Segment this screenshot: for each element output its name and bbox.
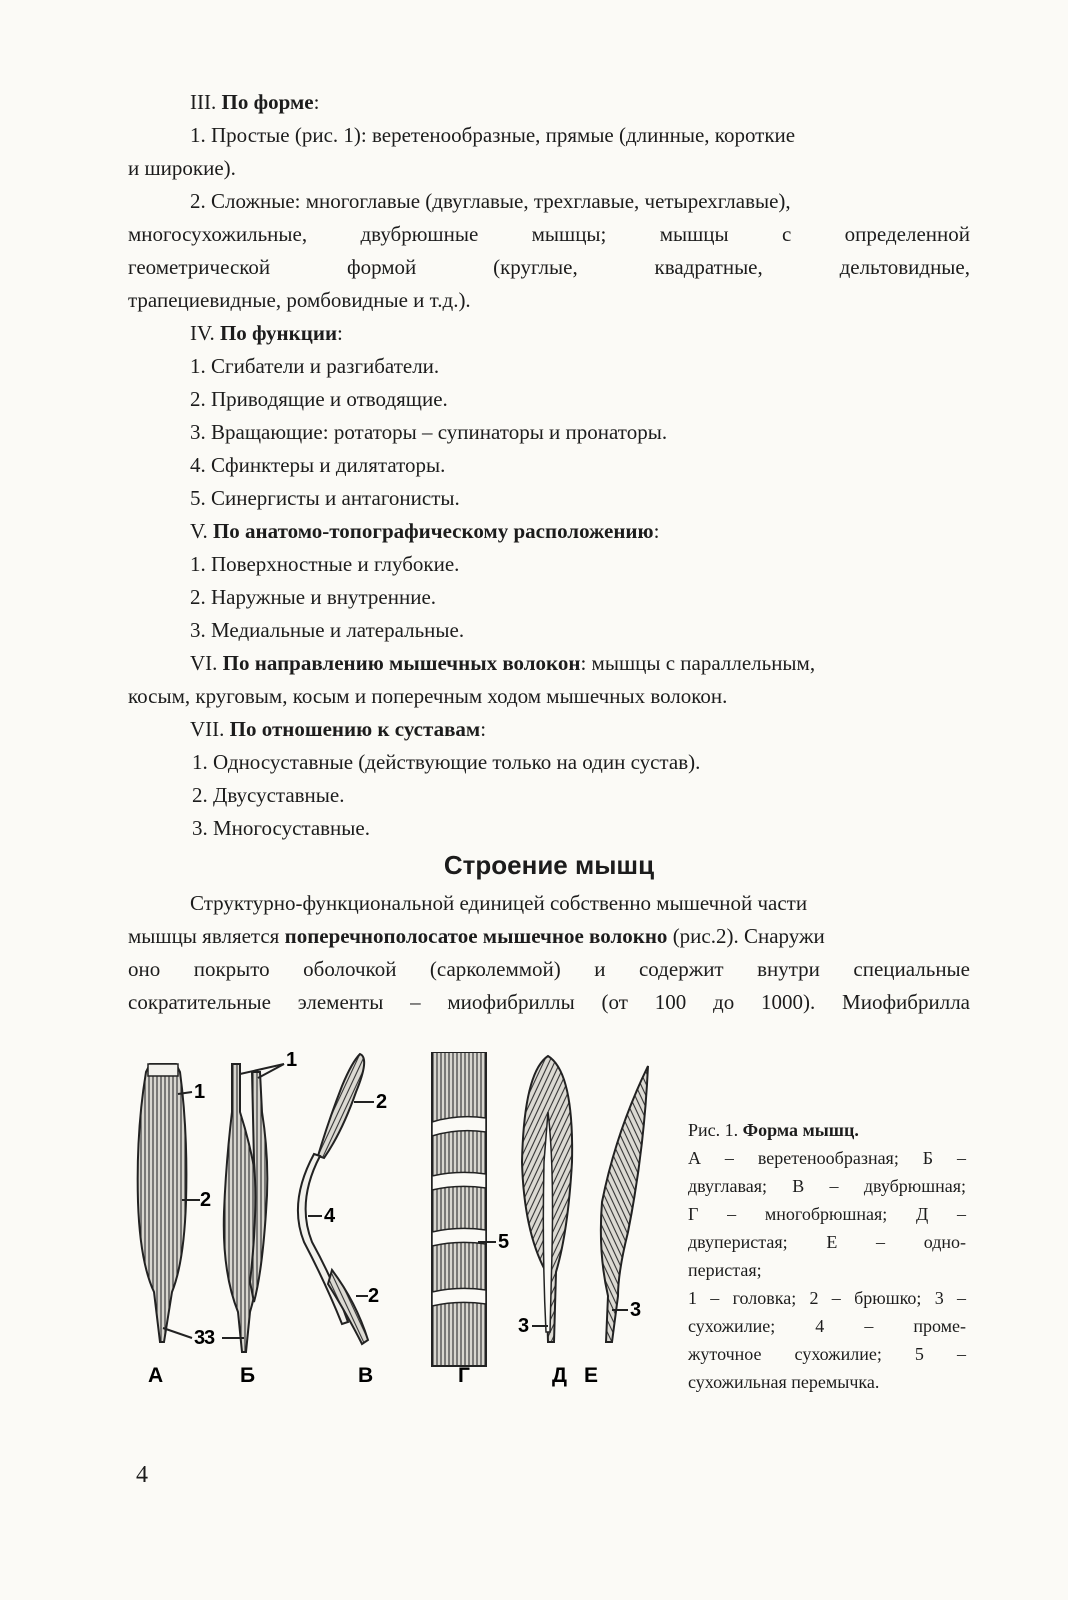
muscle-a-fusiform [138, 1064, 211, 1349]
caption-line: сухожилие; 4 – проме- [688, 1316, 966, 1336]
caption-fig-label: Рис. 1. [688, 1120, 743, 1140]
section-5-number: V. [190, 519, 208, 543]
label-num: 3 [518, 1315, 530, 1337]
section-6-text: : мышцы с параллельным, [580, 651, 816, 675]
section-4-item: 1. Сгибатели и разгибатели. [190, 354, 440, 378]
caption-line: сухожильная перемычка. [688, 1372, 880, 1392]
section-4-number: IV. [190, 321, 215, 345]
muscle-d-bipennate [518, 1056, 572, 1342]
figure-letter-d: Д [552, 1364, 567, 1387]
section-4-item: 5. Синергисты и антагонисты. [190, 486, 460, 510]
section-4-colon: : [337, 321, 343, 345]
caption-line: А – веретенообразная; Б – [688, 1148, 966, 1168]
structure-text: (рис.2). Снаружи [667, 924, 825, 948]
section-5-item: 2. Наружные и внутренние. [190, 585, 437, 609]
section-3-title: По форме [221, 90, 314, 114]
section-7-item: 2. Двусуставные. [192, 783, 345, 807]
label-num: 4 [324, 1205, 336, 1227]
section-7-item: 3. Многосуставные. [192, 816, 370, 840]
section-3-item-2-line-1: 2. Сложные: многоглавые (двуглавые, трехглавые, четырехглавые), [190, 189, 791, 213]
figure-letter-g: Г [458, 1364, 470, 1387]
section-7-heading [128, 713, 970, 746]
section-3-item-1: 1. Простые (рис. 1): веретенообразные, прямые (длинные, короткие [190, 123, 796, 147]
caption-title-row [688, 1116, 966, 1144]
label-num: 1 [286, 1052, 298, 1071]
structure-paragraph-line-3: оно покрыто оболочкой (сарколеммой) и содержит внутри специальные [128, 957, 970, 981]
label-num: 1 [194, 1081, 206, 1103]
section-3-item-2-line-3: геометрической формой (круглые, квадратные, дельтовидные, [128, 255, 970, 279]
section-3-item-2-line-2: многосухожильные, двубрюшные мышцы; мышцы с определенной [128, 222, 970, 246]
section-7-item: 1. Односуставные (действующие только на один сустав). [192, 750, 701, 774]
figure-letter-b: Б [240, 1364, 256, 1387]
section-7-number: VII. [190, 717, 225, 741]
muscle-shapes-figure [128, 1052, 688, 1412]
caption-line: Г – многобрюшная; Д – [688, 1204, 966, 1224]
section-5-title: По анатомо-топографическому расположению [212, 519, 654, 543]
section-4-title: По функции [219, 321, 338, 345]
section-4-item: 4. Сфинктеры и дилятаторы. [190, 453, 446, 477]
figure-letter-e: Е [584, 1364, 599, 1387]
structure-paragraph-line-1: Структурно-функциональной единицей собственно мышечной части [190, 891, 808, 915]
muscle-e-unipennate [601, 1066, 648, 1342]
structure-paragraph-line-4: сократительные элементы – миофибриллы (от 100 до 1000). Миофибрилла [128, 990, 970, 1014]
caption-line: перистая; [688, 1260, 762, 1280]
section-6-number: VI. [190, 651, 218, 675]
section-7-colon: : [480, 717, 487, 741]
section-3-item-2-line-4: трапециевидные, ромбовидные и т.д.). [128, 288, 471, 312]
section-5-colon: : [653, 519, 660, 543]
section-5-item: 3. Медиальные и латеральные. [190, 618, 465, 642]
caption-fig-title: Форма мышц. [742, 1120, 859, 1140]
text-body [128, 86, 970, 1019]
section-6-line-2: косым, круговым, косым и поперечным ходом мышечных волокон. [128, 684, 728, 708]
caption-line: 1 – головка; 2 – брюшко; 3 – [688, 1288, 966, 1308]
structure-term: поперечнополосатое мышечное волокно [284, 924, 668, 948]
section-6-line-1 [128, 647, 970, 680]
section-3-item-1-cont: и широкие). [128, 156, 236, 180]
label-num: 2 [368, 1285, 380, 1307]
label-num: 3 [194, 1327, 206, 1349]
section-4-item: 3. Вращающие: ротаторы – супинаторы и пронаторы. [190, 420, 668, 444]
muscle-v-digastric [298, 1054, 387, 1344]
section-7-title: По отношению к суставам [229, 717, 481, 741]
label-num: 3 [204, 1327, 216, 1349]
section-4-item: 2. Приводящие и отводящие. [190, 387, 448, 411]
section-3-number: III. [190, 90, 217, 114]
structure-text: мышцы является [128, 924, 285, 948]
label-num: 5 [498, 1231, 510, 1253]
muscle-g-multibellied [432, 1052, 509, 1366]
caption-line: двуперистая; Е – одно- [688, 1232, 966, 1252]
label-num: 2 [200, 1189, 212, 1211]
caption-line: жуточное сухожилие; 5 – [688, 1344, 966, 1364]
figure-caption [688, 1116, 966, 1396]
section-6-title: По направлению мышечных волокон [222, 651, 581, 675]
page-number: 4 [136, 1462, 148, 1488]
section-5-heading [128, 515, 970, 548]
section-3-heading [128, 86, 970, 119]
structure-heading: Строение мышц [443, 850, 655, 880]
muscle-b-biceps [204, 1052, 297, 1352]
section-3-colon: : [313, 90, 320, 114]
structure-paragraph-line-2 [128, 920, 970, 953]
caption-line: двуглавая; В – двубрюшная; [688, 1176, 966, 1196]
figure-letter-v: В [358, 1364, 374, 1387]
figure-letter-a: А [148, 1364, 164, 1387]
label-num: 3 [630, 1299, 642, 1321]
section-5-item: 1. Поверхностные и глубокие. [190, 552, 460, 576]
label-num: 2 [376, 1091, 388, 1113]
section-4-heading [128, 317, 970, 350]
